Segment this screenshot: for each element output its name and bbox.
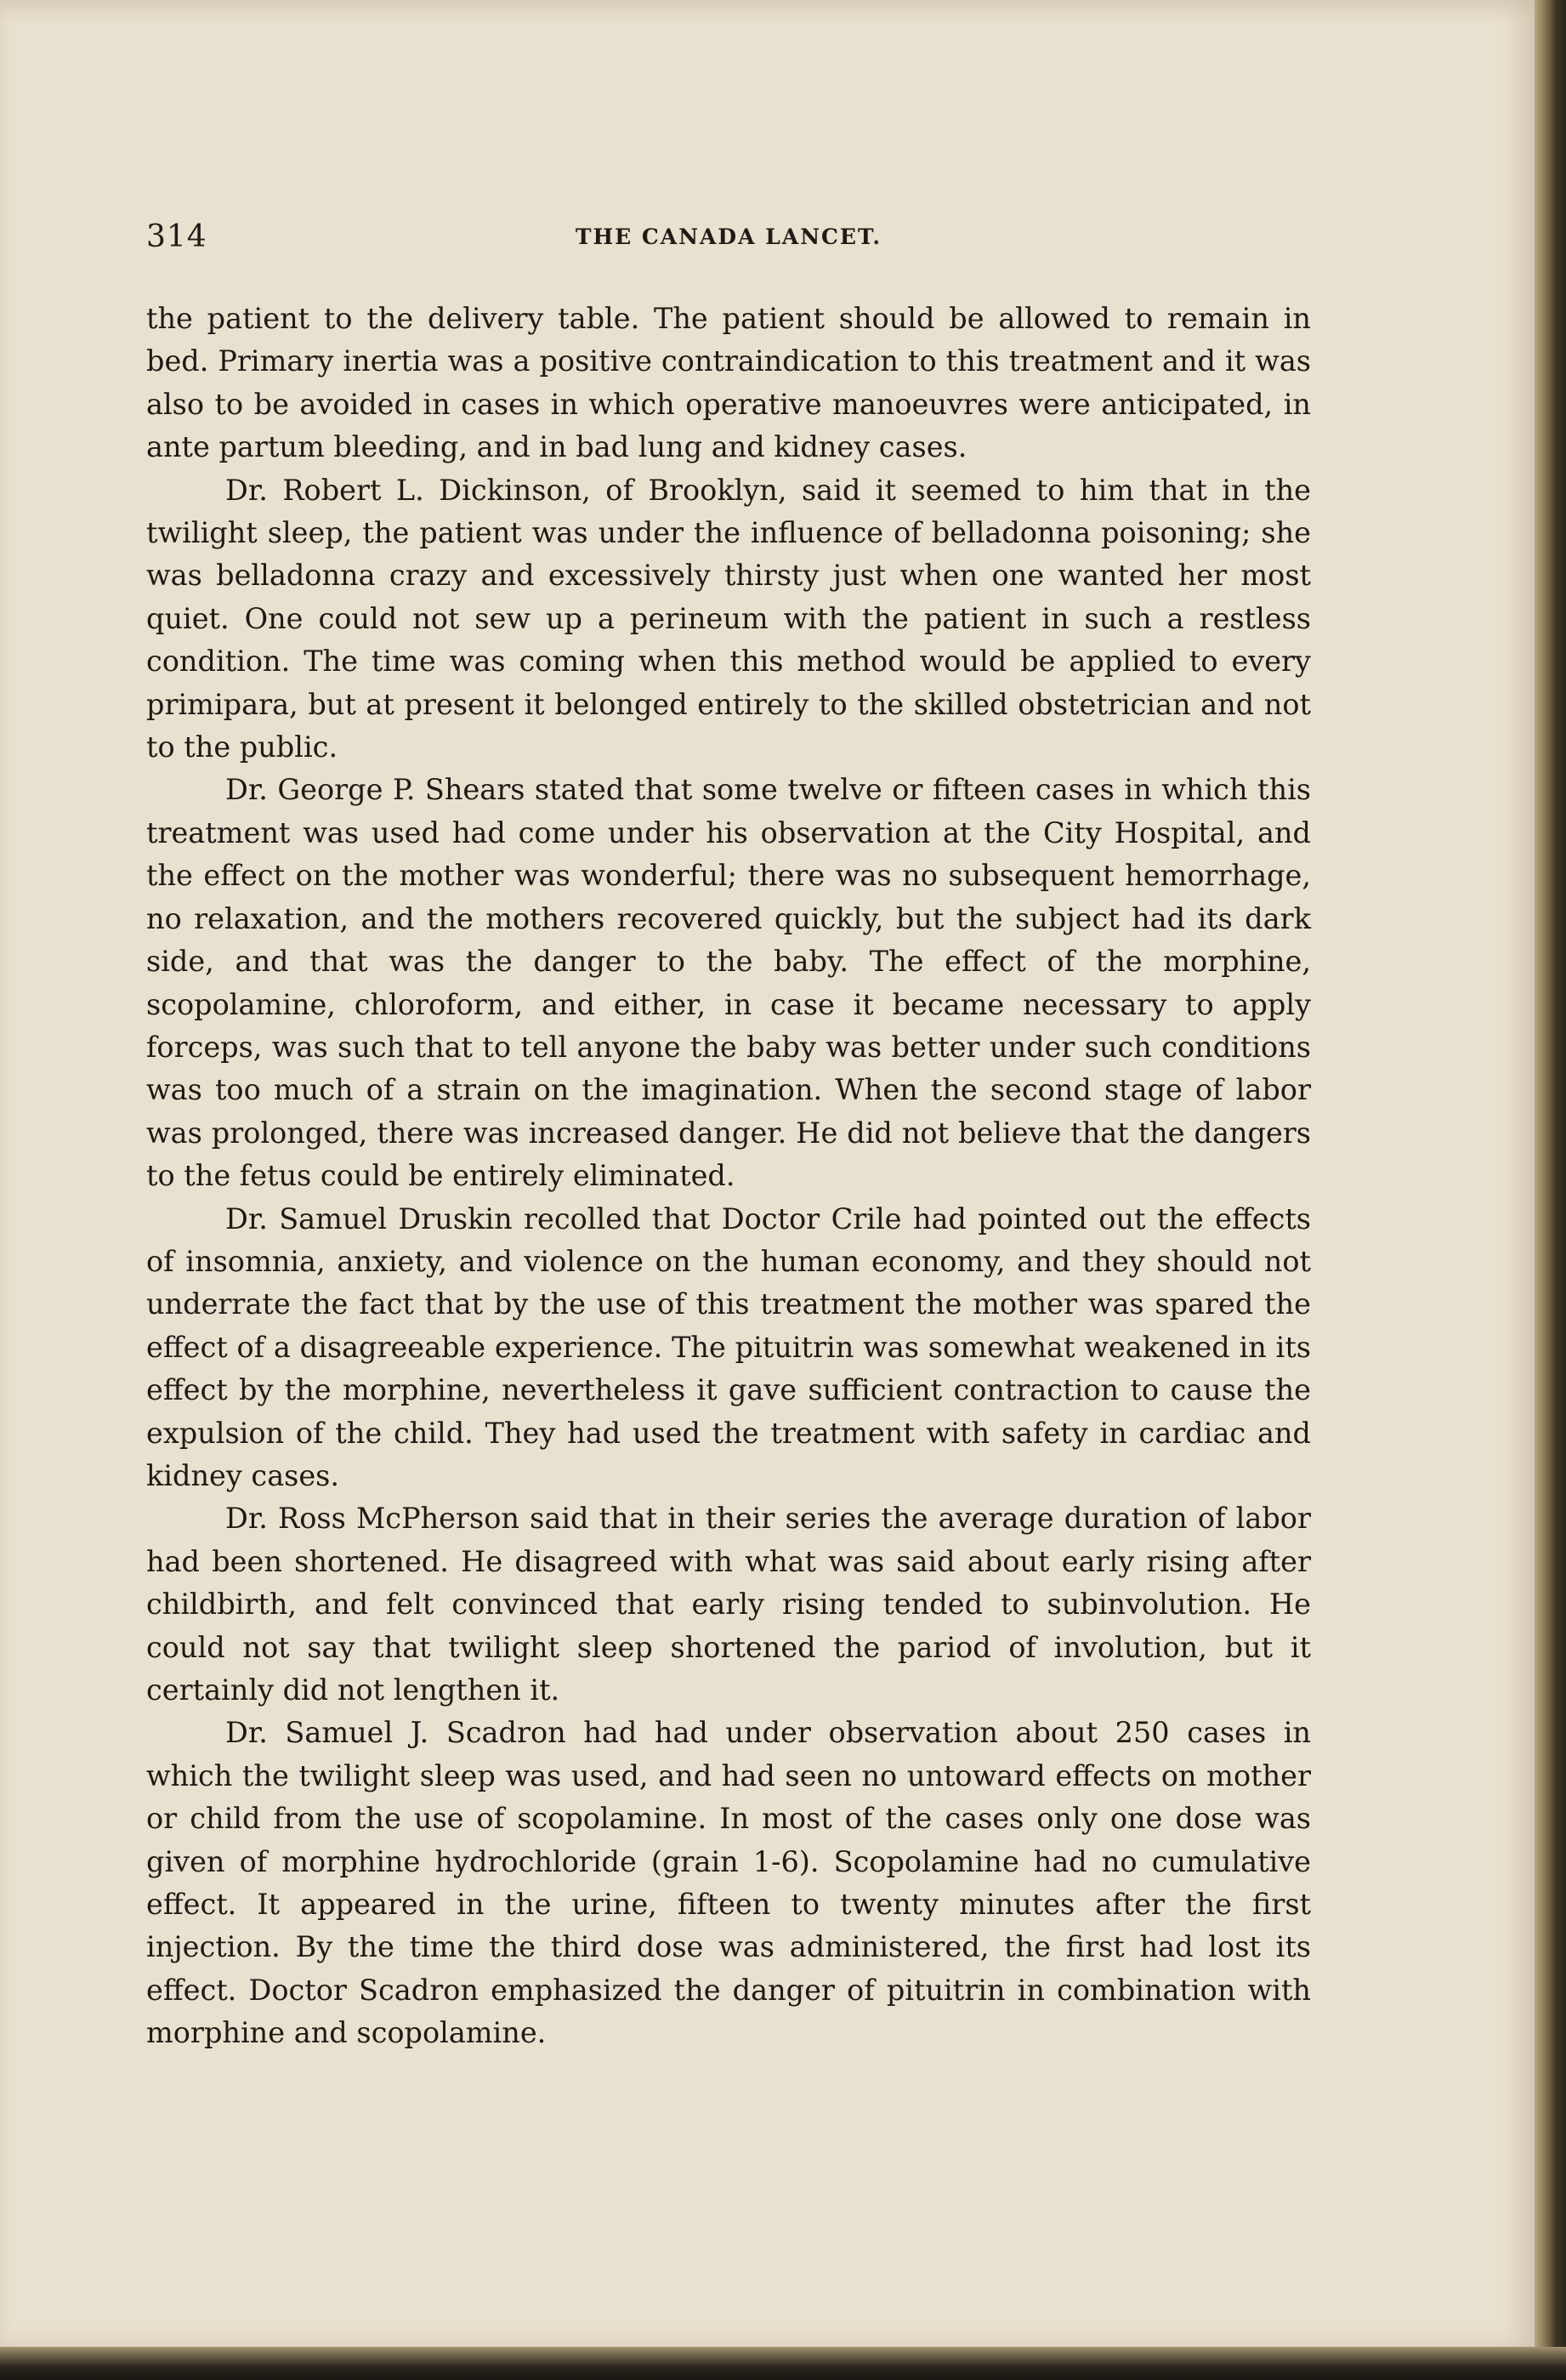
paragraph-continued: the patient to the delivery table. The patient should be allowed to remain in bed. Primary inertia was a positive contraindication to this treatment and it was also to be avoided in cases in which operative manoeuvres were anticipated, in ante partum bleeding, and in bad lung and kidney cases. bbox=[146, 302, 1311, 464]
book-bottom-edge bbox=[0, 2347, 1566, 2380]
article-body bbox=[146, 298, 1311, 2055]
paragraph-scadron: Dr. Samuel J. Scadron had had under observation about 250 cases in which the twilight sleep was used, and had seen no untoward effects on mother or child from the use of scopolamine. In most of the cases only one dose was given of morphine hydrochloride (grain 1-6). Scopolamine had no cumulative effect. It appeared in the urine, fifteen to twenty minutes after the first injection. By the time the third dose was administered, the first had lost its effect. Doctor Scadron emphasized the danger of pituitrin in combination with morphine and scopolamine. bbox=[146, 1716, 1311, 2050]
paragraph-shears: Dr. George P. Shears stated that some twelve or fifteen cases in which this treatment was used had come under his observation at the City Hospital, and the effect on the mother was wonderful; there was no subsequent hemorrhage, no relaxation, and the mothers recovered quickly, but the subject had its dark side, and that was the danger to the baby. The effect of the morphine, scopolamine, chloroform, and either, in case it became necessary to apply forceps, was such that to tell anyone the baby was better under such conditions was too much of a strain on the imagination. When the second stage of labor was prolonged, there was increased danger. He did not believe that the dangers to the fetus could be entirely eliminated. bbox=[146, 773, 1311, 1193]
page-header bbox=[146, 219, 1311, 270]
paragraph-mcpherson: Dr. Ross McPherson said that in their series the average duration of labor had been shortened. He disagreed with what was said about early rising after childbirth, and felt convinced that early rising tended to subinvolution. He could not say that twilight sleep shortened the pariod of involution, but it certainly did not lengthen it. bbox=[146, 1502, 1311, 1707]
paragraph-dickinson: Dr. Robert L. Dickinson, of Brooklyn, said it seemed to him that in the twilight sleep, the patient was under the influence of belladonna poisoning; she was belladonna crazy and excessively thirsty just when one wanted her most quiet. One could not sew up a perineum with the patient in such a restless condition. The time was coming when this method would be applied to every primipara, but at present it belonged entirely to the skilled obstetrician and not to the public. bbox=[146, 473, 1311, 764]
page-number: 314 bbox=[146, 219, 207, 254]
book-page-edge bbox=[1535, 0, 1566, 2380]
running-title: THE CANADA LANCET. bbox=[575, 224, 882, 249]
paragraph-druskin: Dr. Samuel Druskin recolled that Doctor Crile had pointed out the effects of insomnia, anxiety, and violence on the human economy, and they should not underrate the fact that by the use of this treatment the mother was spared the effect of a disagreeable experience. The pituitrin was somewhat weakened in its effect by the morphine, nevertheless it gave sufficient contraction to cause the expulsion of the child. They had used the treatment with safety in cardiac and kidney cases. bbox=[146, 1201, 1311, 1492]
